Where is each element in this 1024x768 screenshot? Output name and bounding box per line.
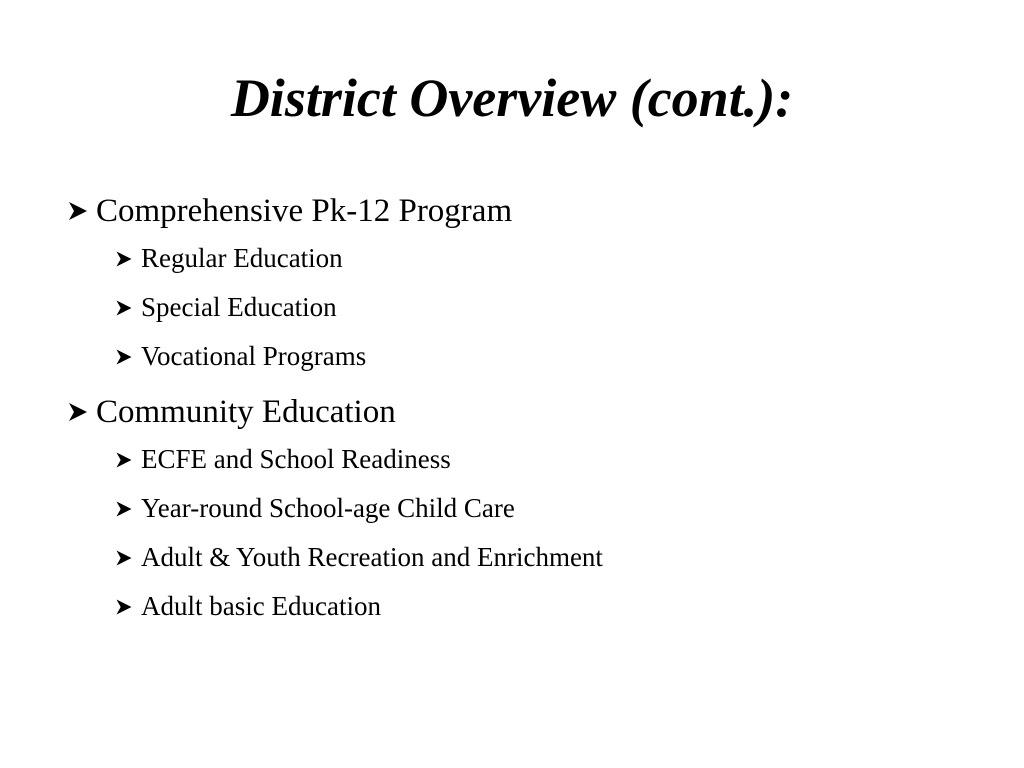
bullet-item-level2	[114, 240, 986, 277]
arrowhead-bullet-icon	[114, 499, 141, 519]
bullet-text: Comprehensive Pk-12 Program	[96, 193, 513, 229]
arrowhead-bullet-icon	[66, 199, 96, 223]
bullet-text: Vocational Programs	[141, 341, 367, 371]
bullet-item-level1	[66, 188, 986, 234]
arrowhead-bullet-icon	[66, 400, 96, 424]
slide-title: District Overview (cont.):	[230, 68, 794, 128]
bullet-item-level2	[114, 539, 986, 576]
bullet-text: Adult & Youth Recreation and Enrichment	[141, 542, 603, 572]
arrowhead-bullet-icon	[114, 249, 141, 269]
bullet-item-level1	[66, 389, 986, 435]
bullet-text: ECFE and School Readiness	[141, 444, 451, 474]
bullet-text: Regular Education	[141, 243, 343, 273]
bullet-item-level2	[114, 441, 986, 478]
arrowhead-bullet-icon	[114, 450, 141, 470]
bullet-item-level2	[114, 289, 986, 326]
bullet-list	[66, 188, 986, 625]
arrowhead-bullet-icon	[114, 347, 141, 367]
arrowhead-bullet-icon	[114, 298, 141, 318]
bullet-text: Year-round School-age Child Care	[141, 493, 515, 523]
arrowhead-bullet-icon	[114, 597, 141, 617]
bullet-item-level2	[114, 588, 986, 625]
bullet-text: Community Education	[96, 394, 396, 430]
arrowhead-bullet-icon	[114, 548, 141, 568]
bullet-item-level2	[114, 338, 986, 375]
bullet-text: Adult basic Education	[141, 591, 381, 621]
bullet-text: Special Education	[141, 292, 337, 322]
bullet-item-level2	[114, 490, 986, 527]
